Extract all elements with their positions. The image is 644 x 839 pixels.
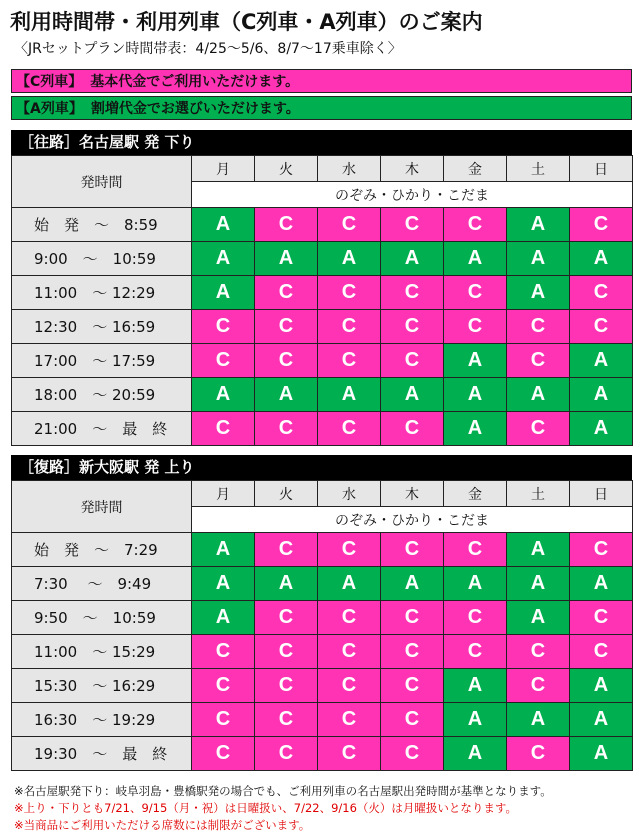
time-column-header: 発時間	[12, 481, 192, 533]
train-class-cell: A	[507, 703, 570, 737]
train-class-cell: C	[507, 669, 570, 703]
note-3: ※当商品にご利用いただける席数には制限がございます。	[14, 818, 311, 832]
train-class-cell: A	[381, 242, 444, 276]
legend-c-text: 基本代金でご利用いただけます。	[90, 74, 300, 90]
train-class-cell: A	[570, 242, 633, 276]
train-class-cell: A	[444, 344, 507, 378]
day-header: 土	[507, 156, 570, 182]
time-range: 9:00 ～ 10:59	[12, 242, 192, 276]
train-types-label: のぞみ・ひかり・こだま	[192, 182, 633, 208]
train-class-cell: A	[192, 242, 255, 276]
train-class-cell: A	[381, 378, 444, 412]
train-class-cell: C	[381, 310, 444, 344]
outbound-timetable	[11, 155, 633, 446]
train-class-cell: A	[192, 276, 255, 310]
train-class-cell: C	[381, 669, 444, 703]
day-header: 火	[255, 156, 318, 182]
train-class-cell: C	[381, 533, 444, 567]
train-class-cell: C	[255, 310, 318, 344]
train-class-cell: C	[507, 635, 570, 669]
time-range: 始 発 ～ 8:59	[12, 208, 192, 242]
train-class-cell: A	[570, 412, 633, 446]
train-class-cell: C	[444, 635, 507, 669]
train-class-cell: C	[318, 703, 381, 737]
train-class-cell: A	[444, 669, 507, 703]
train-class-cell: C	[381, 208, 444, 242]
train-class-cell: C	[255, 737, 318, 771]
train-class-cell: A	[570, 737, 633, 771]
train-class-cell: C	[192, 635, 255, 669]
train-class-cell: C	[255, 669, 318, 703]
train-class-cell: A	[318, 242, 381, 276]
time-column-header: 発時間	[12, 156, 192, 208]
time-range: 11:00 ～ 12:29	[12, 276, 192, 310]
train-class-cell: C	[192, 310, 255, 344]
time-range: 15:30 ～ 16:29	[12, 669, 192, 703]
time-range: 9:50 ～ 10:59	[12, 601, 192, 635]
train-class-cell: A	[192, 533, 255, 567]
train-class-cell: A	[570, 344, 633, 378]
train-class-cell: C	[192, 703, 255, 737]
train-class-cell: A	[255, 567, 318, 601]
train-class-cell: A	[507, 242, 570, 276]
train-class-cell: A	[444, 737, 507, 771]
table-row	[12, 208, 633, 242]
train-class-cell: C	[570, 635, 633, 669]
table-row	[12, 533, 633, 567]
train-class-cell: C	[255, 412, 318, 446]
day-header: 金	[444, 156, 507, 182]
legend-a-text: 割増代金でお選びいただけます。	[90, 101, 300, 117]
page-title: 利用時間帯・利用列車（C列車・A列車）のご案内	[10, 10, 483, 34]
table-row	[12, 669, 633, 703]
train-class-cell: C	[192, 669, 255, 703]
train-class-cell: A	[507, 533, 570, 567]
train-class-cell: C	[444, 310, 507, 344]
day-header: 水	[318, 156, 381, 182]
table-row	[12, 276, 633, 310]
day-header: 木	[381, 156, 444, 182]
train-class-cell: A	[444, 242, 507, 276]
table-row	[12, 567, 633, 601]
outbound-title: ［往路］名古屋駅 発 下り	[11, 130, 632, 155]
train-class-cell: A	[192, 567, 255, 601]
train-class-cell: C	[381, 737, 444, 771]
train-class-cell: A	[570, 378, 633, 412]
train-class-cell: C	[507, 310, 570, 344]
table-row	[12, 703, 633, 737]
table-row	[12, 310, 633, 344]
train-class-cell: A	[192, 601, 255, 635]
time-range: 19:30 ～ 最 終	[12, 737, 192, 771]
day-header: 日	[570, 481, 633, 507]
time-range: 11:00 ～ 15:29	[12, 635, 192, 669]
note-1: ※名古屋駅発下り：岐阜羽島・豊橋駅発の場合でも、ご利用列車の名古屋駅出発時間が基準となります。	[14, 784, 552, 798]
train-class-cell: C	[381, 635, 444, 669]
train-class-cell: A	[255, 242, 318, 276]
train-class-cell: C	[381, 703, 444, 737]
train-class-cell: C	[255, 601, 318, 635]
day-header: 木	[381, 481, 444, 507]
train-class-cell: C	[318, 601, 381, 635]
train-class-cell: C	[318, 412, 381, 446]
train-class-cell: C	[507, 412, 570, 446]
notes	[14, 783, 552, 834]
train-class-cell: C	[507, 737, 570, 771]
train-class-cell: C	[192, 737, 255, 771]
train-class-cell: C	[381, 344, 444, 378]
train-class-cell: C	[381, 276, 444, 310]
train-class-cell: C	[570, 208, 633, 242]
train-class-cell: A	[507, 276, 570, 310]
train-class-cell: C	[570, 310, 633, 344]
legend-a-tag: 【A列車】	[16, 101, 83, 117]
day-header: 土	[507, 481, 570, 507]
train-class-cell: A	[444, 703, 507, 737]
train-class-cell: C	[255, 208, 318, 242]
time-range: 始 発 ～ 7:29	[12, 533, 192, 567]
legend-c-train	[11, 69, 632, 93]
table-row	[12, 378, 633, 412]
table-row	[12, 344, 633, 378]
train-class-cell: C	[192, 412, 255, 446]
table-row	[12, 635, 633, 669]
train-class-cell: C	[570, 601, 633, 635]
table-row	[12, 412, 633, 446]
note-2: ※上り・下りとも7/21、9/15（月・祝）は日曜扱い、7/22、9/16（火）は月曜扱いとなります。	[14, 801, 518, 815]
train-class-cell: C	[318, 310, 381, 344]
train-class-cell: C	[381, 412, 444, 446]
train-class-cell: A	[381, 567, 444, 601]
train-class-cell: A	[444, 412, 507, 446]
train-class-cell: C	[255, 344, 318, 378]
train-class-cell: C	[318, 737, 381, 771]
table-row	[12, 242, 633, 276]
train-class-cell: C	[318, 669, 381, 703]
train-class-cell: C	[507, 344, 570, 378]
train-class-cell: C	[318, 208, 381, 242]
train-class-cell: A	[192, 378, 255, 412]
day-header: 金	[444, 481, 507, 507]
train-class-cell: A	[507, 208, 570, 242]
time-range: 16:30 ～ 19:29	[12, 703, 192, 737]
train-class-cell: C	[444, 533, 507, 567]
table-row	[12, 601, 633, 635]
train-class-cell: A	[318, 567, 381, 601]
train-class-cell: A	[570, 567, 633, 601]
train-class-cell: C	[255, 276, 318, 310]
train-class-cell: C	[318, 276, 381, 310]
train-class-cell: C	[318, 344, 381, 378]
time-range: 12:30 ～ 16:59	[12, 310, 192, 344]
time-range: 18:00 ～ 20:59	[12, 378, 192, 412]
train-class-cell: C	[570, 533, 633, 567]
train-class-cell: C	[444, 601, 507, 635]
train-class-cell: C	[192, 344, 255, 378]
day-header: 月	[192, 156, 255, 182]
train-class-cell: C	[570, 276, 633, 310]
inbound-timetable	[11, 480, 633, 771]
time-range: 7:30 ～ 9:49	[12, 567, 192, 601]
train-class-cell: A	[570, 703, 633, 737]
day-header: 火	[255, 481, 318, 507]
train-class-cell: C	[318, 635, 381, 669]
train-class-cell: A	[255, 378, 318, 412]
train-class-cell: C	[255, 635, 318, 669]
train-class-cell: A	[318, 378, 381, 412]
train-class-cell: A	[444, 378, 507, 412]
table-row	[12, 737, 633, 771]
train-class-cell: C	[381, 601, 444, 635]
time-range: 21:00 ～ 最 終	[12, 412, 192, 446]
train-class-cell: A	[507, 601, 570, 635]
train-class-cell: A	[507, 567, 570, 601]
train-class-cell: A	[192, 208, 255, 242]
train-types-label: のぞみ・ひかり・こだま	[192, 507, 633, 533]
time-range: 17:00 ～ 17:59	[12, 344, 192, 378]
day-header: 月	[192, 481, 255, 507]
train-class-cell: A	[444, 567, 507, 601]
train-class-cell: A	[570, 669, 633, 703]
page-subtitle: 〈JRセットプラン時間帯表：4/25～5/6、8/7～17乗車除く〉	[14, 41, 402, 57]
legend-c-tag: 【C列車】	[16, 74, 83, 90]
train-class-cell: C	[444, 276, 507, 310]
day-header: 水	[318, 481, 381, 507]
train-class-cell: A	[507, 378, 570, 412]
legend-a-train	[11, 96, 632, 120]
train-class-cell: C	[318, 533, 381, 567]
inbound-title: ［復路］新大阪駅 発 上り	[11, 455, 632, 480]
train-class-cell: C	[255, 533, 318, 567]
day-header: 日	[570, 156, 633, 182]
train-class-cell: C	[444, 208, 507, 242]
train-class-cell: C	[255, 703, 318, 737]
